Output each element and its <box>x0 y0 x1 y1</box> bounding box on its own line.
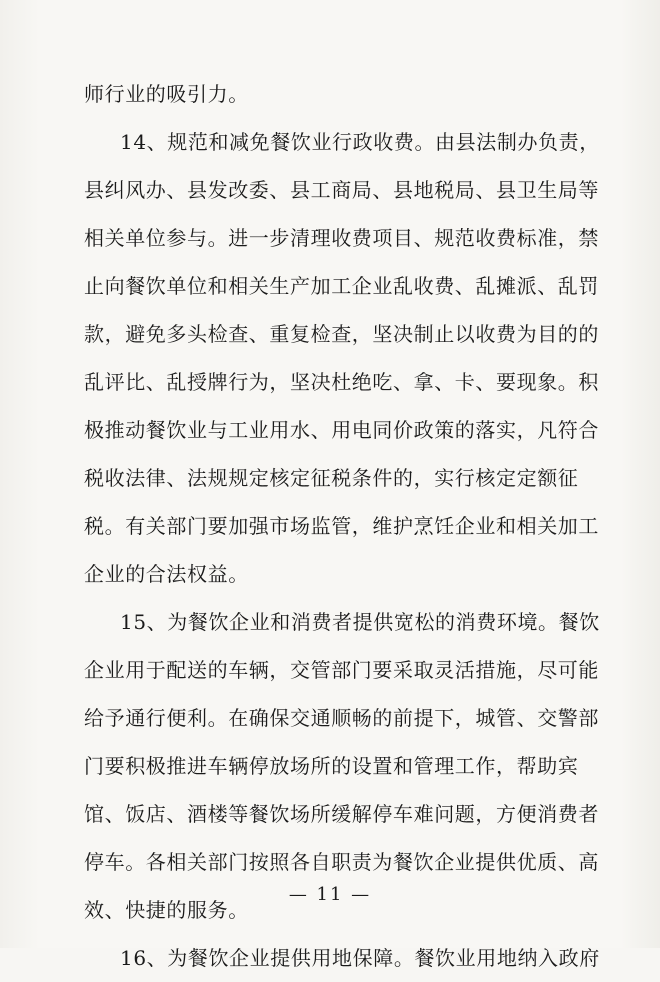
text-line: 税收法律、法规规定核定征税条件的，实行核定定额征 <box>84 466 579 490</box>
text-line: 14、规范和减免餐饮业行政收费。由县法制办负责， <box>120 130 600 154</box>
text-line: 止向餐饮单位和相关生产加工企业乱收费、乱摊派、乱罚 <box>84 274 599 298</box>
text-line: 款，避免多头检查、重复检查，坚决制止以收费为目的的 <box>84 322 599 346</box>
text-line: 极推动餐饮业与工业用水、用电同价政策的落实，凡符合 <box>84 418 599 442</box>
text-line: 师行业的吸引力。 <box>84 82 249 106</box>
text-line: 县纠风办、县发改委、县工商局、县地税局、县卫生局等 <box>84 178 599 202</box>
text-line: 相关单位参与。进一步清理收费项目、规范收费标准，禁 <box>84 226 599 250</box>
text-line: 税。有关部门要加强市场监管，维护烹饪企业和相关加工 <box>84 514 599 538</box>
document-body <box>84 70 600 982</box>
text-line: 馆、饭店、酒楼等餐饮场所缓解停车难问题，方便消费者 <box>84 802 599 826</box>
text-line: 门要积极推进车辆停放场所的设置和管理工作，帮助宾 <box>84 754 579 778</box>
page-number: — 11 — <box>288 884 372 905</box>
text-line: 16、为餐饮企业提供用地保障。餐饮业用地纳入政府 <box>120 946 600 970</box>
text-line: 15、为餐饮企业和消费者提供宽松的消费环境。餐饮 <box>120 610 600 634</box>
text-line: 企业的合法权益。 <box>84 562 249 586</box>
text-line: 企业用于配送的车辆，交管部门要采取灵活措施，尽可能 <box>84 658 599 682</box>
text-line: 乱评比、乱授牌行为，坚决杜绝吃、拿、卡、要现象。积 <box>84 370 599 394</box>
text-line: 效、快捷的服务。 <box>84 898 249 922</box>
text-line: 给予通行便利。在确保交通顺畅的前提下，城管、交警部 <box>84 706 599 730</box>
text-line: 停车。各相关部门按照各自职责为餐饮企业提供优质、高 <box>84 850 599 874</box>
